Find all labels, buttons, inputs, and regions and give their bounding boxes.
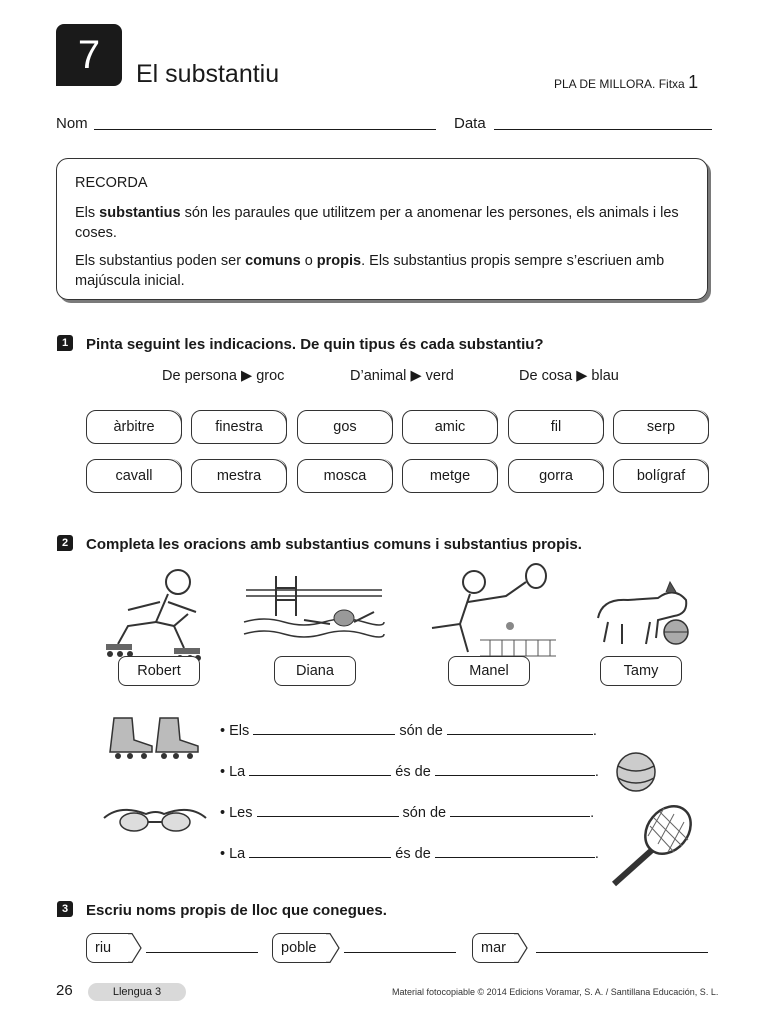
- tag-arrow-shape: [128, 933, 142, 963]
- text: Els: [75, 205, 100, 221]
- place-tag-label: mar: [481, 940, 506, 956]
- play-arrow-icon: ▶: [241, 368, 253, 384]
- answer-blank[interactable]: [435, 774, 595, 776]
- sentence-text: són de: [402, 805, 447, 821]
- name-tag: Robert: [118, 656, 200, 686]
- recorda-paragraph-1: [75, 203, 689, 243]
- sentence-text: .: [594, 764, 599, 780]
- sheet-text: Fitxa: [658, 77, 685, 91]
- swim-goggles-icon: [100, 798, 210, 838]
- word-tag[interactable]: finestra: [191, 410, 287, 444]
- date-line[interactable]: [494, 129, 712, 130]
- answer-blank[interactable]: [447, 733, 593, 735]
- legend-color: blau: [591, 368, 619, 384]
- answer-line[interactable]: [344, 952, 456, 953]
- answer-blank[interactable]: [435, 856, 595, 858]
- legend-animal: [350, 368, 454, 384]
- answer-blank[interactable]: [249, 774, 391, 776]
- copyright-text: Material fotocopiable © 2014 Edicions Voramar, S. A. / Santillana Educación, S. L.: [392, 987, 719, 997]
- name-tag: Tamy: [600, 656, 682, 686]
- swimmer-illustration: [244, 572, 384, 652]
- play-arrow-icon: ▶: [576, 368, 588, 384]
- legend-label: De cosa: [519, 368, 573, 384]
- word-tag[interactable]: gorra: [508, 459, 604, 493]
- name-line[interactable]: [94, 129, 436, 130]
- name-label: Nom: [56, 115, 88, 132]
- sentence-text: .: [594, 846, 599, 862]
- place-tag: [86, 933, 130, 963]
- place-tag: [472, 933, 516, 963]
- word-tag[interactable]: mosca: [297, 459, 393, 493]
- exercise-1-instruction: Pinta seguint les indicacions. De quin tipus és cada substantiu?: [86, 336, 544, 353]
- legend-color: groc: [256, 368, 285, 384]
- sentence-4: [220, 846, 599, 862]
- exercise-1-number: 1: [57, 335, 73, 351]
- sentence-text: són de: [399, 723, 443, 739]
- word-tag[interactable]: cavall: [86, 459, 182, 493]
- word-tag[interactable]: amic: [402, 410, 498, 444]
- text: Els substantius poden ser: [75, 253, 246, 269]
- exercise-2-instruction: Completa les oracions amb substantius comuns i substantius propis.: [86, 536, 582, 553]
- answer-blank[interactable]: [450, 815, 590, 817]
- legend-person: [162, 368, 284, 384]
- sentence-text: .: [592, 723, 597, 739]
- recorda-heading: RECORDA: [75, 175, 148, 191]
- legend-color: verd: [425, 368, 454, 384]
- text: són les paraules que utilitzem per a anomenar les persones, els animals i les coses.: [75, 205, 679, 241]
- sheet-number: 1: [688, 72, 699, 92]
- roller-skates-icon: [106, 712, 202, 760]
- answer-blank[interactable]: [257, 815, 399, 817]
- text: o: [300, 253, 317, 269]
- bold-term: substantius: [99, 205, 181, 221]
- sentence-text: és de: [395, 764, 431, 780]
- legend-label: D’animal: [350, 368, 407, 384]
- place-tag-label: poble: [281, 940, 317, 956]
- skater-illustration: [98, 566, 218, 658]
- play-arrow-icon: ▶: [410, 368, 422, 384]
- page-number: 26: [56, 982, 73, 999]
- tag-arrow-shape: [326, 933, 340, 963]
- place-tag: [272, 933, 328, 963]
- word-tag[interactable]: serp: [613, 410, 709, 444]
- answer-line[interactable]: [146, 952, 258, 953]
- word-tag[interactable]: fil: [508, 410, 604, 444]
- word-tag[interactable]: metge: [402, 459, 498, 493]
- sentence-1: [220, 723, 597, 739]
- sentence-text: • Els: [220, 723, 250, 739]
- unit-number: 7: [77, 32, 101, 77]
- tennis-racket-icon: [604, 806, 696, 890]
- sentence-3: [220, 805, 594, 821]
- word-tag[interactable]: àrbitre: [86, 410, 182, 444]
- name-tag: Manel: [448, 656, 530, 686]
- dog-illustration: [588, 578, 698, 648]
- answer-line[interactable]: [536, 952, 708, 953]
- exercise-2-number: 2: [57, 535, 73, 551]
- word-tag[interactable]: bolígraf: [613, 459, 709, 493]
- sentence-text: • La: [220, 764, 246, 780]
- sentence-text: .: [590, 805, 595, 821]
- legend-thing: [519, 368, 619, 384]
- text: . Els substantius propis sempre s’escriuen amb majúscula inicial.: [75, 253, 665, 289]
- legend-label: De persona: [162, 368, 237, 384]
- ball-icon: [614, 750, 660, 794]
- word-tag[interactable]: mestra: [191, 459, 287, 493]
- plan-text: PLA DE MILLORA.: [554, 77, 656, 91]
- bold-term: propis: [316, 253, 362, 269]
- book-label: Llengua 3: [88, 983, 186, 1001]
- sentence-text: és de: [395, 846, 431, 862]
- name-tag: Diana: [274, 656, 356, 686]
- exercise-3-number: 3: [57, 901, 73, 917]
- date-label: Data: [454, 115, 486, 132]
- tennis-player-illustration: [410, 566, 560, 658]
- tag-arrow-shape: [514, 933, 528, 963]
- sentence-text: • Les: [220, 805, 253, 821]
- recorda-box: [56, 158, 708, 300]
- bold-term: comuns: [245, 253, 301, 269]
- sentence-2: [220, 764, 599, 780]
- place-tag-label: riu: [95, 940, 112, 956]
- unit-number-badge: [56, 24, 122, 86]
- recorda-paragraph-2: [75, 251, 689, 291]
- answer-blank[interactable]: [253, 733, 395, 735]
- exercise-3-instruction: Escriu noms propis de lloc que conegues.: [86, 902, 387, 919]
- plan-label: [554, 72, 698, 93]
- word-tag[interactable]: gos: [297, 410, 393, 444]
- page-title: El substantiu: [136, 60, 280, 88]
- answer-blank[interactable]: [249, 856, 391, 858]
- sentence-text: • La: [220, 846, 246, 862]
